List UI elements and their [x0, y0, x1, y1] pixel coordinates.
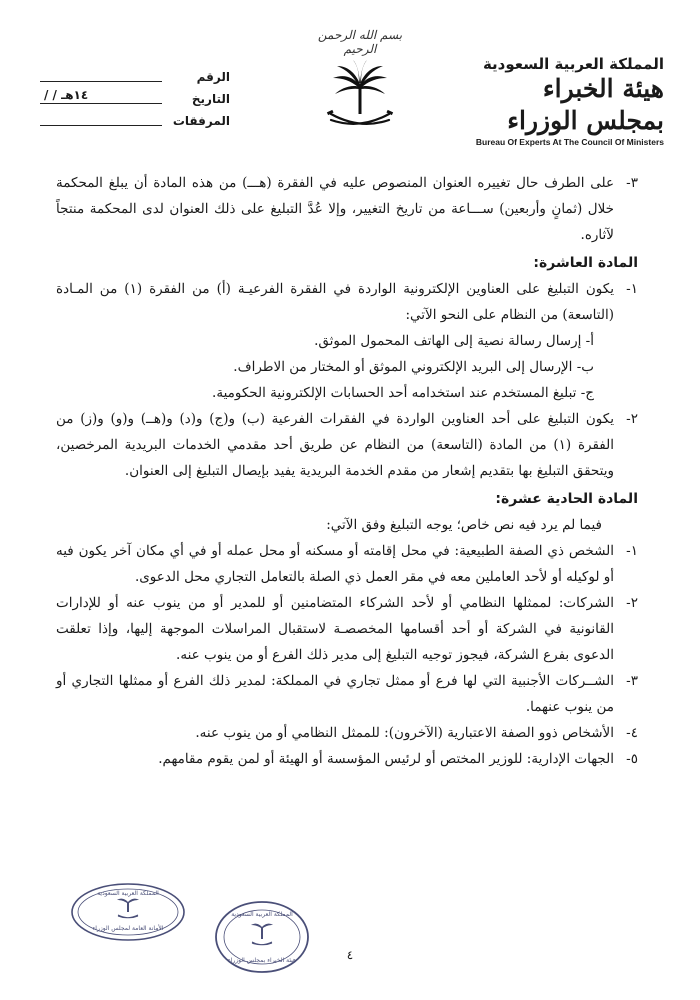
- stamp-center-bottom-text: هيئة الخبراء بمجلس الوزراء: [227, 957, 297, 964]
- page-number: ٤: [346, 948, 354, 962]
- ref-line: [40, 67, 162, 82]
- article-10-item-1: [56, 276, 638, 328]
- basmala: بسم الله الرحمن الرحيم: [317, 28, 403, 56]
- item-number: ٢-: [626, 595, 638, 611]
- article-11-item-4: [56, 720, 638, 746]
- item-text: الأشخاص ذوو الصفة الاعتبارية (الآخرون): للممثل النظامي أو من ينوب عنه.: [195, 725, 614, 741]
- attachments-line: [40, 111, 162, 126]
- article-11-item-1: [56, 538, 638, 590]
- item-text: الشخص ذي الصفة الطبيعية: في محل إقامته أو مسكنه أو محل عمله أو في أي مكان آخر يكون فيه أو لوكيله أو لأحد العاملين معه في مقر العمل ذي الصلة بالتعامل التجاري محل الدعوى.: [56, 543, 614, 585]
- attachments-label: المرفقات: [172, 114, 230, 128]
- date-value: / / ١٤هـ: [44, 88, 89, 102]
- reference-block: [40, 62, 230, 128]
- item-text: الشركات: لممثلها النظامي أو لأحد الشركاء المتضامنين أو للمدير أو من ينوب عنه أو للإدارات القانونية في الشركة أو أحد أقسامها المخصصـة لاستقبال المراسلات الموجهة إليها، وإذا تعلقت الدعوى بفرع الشركة، فيجوز توجيه التبليغ إلى مدير ذلك الفرع أو من ينوب عنه.: [56, 595, 614, 663]
- stamp-left-top-text: المملكة العربية السعودية: [97, 890, 159, 897]
- item-number: ٣-: [626, 673, 638, 689]
- header-emblem-block: [300, 28, 420, 142]
- item-text: يكون التبليغ على أحد العناوين الواردة في الفقرات الفرعية (ب) و(ج) و(د) و(هــ) و(و) و(ز) من الفقرة (١) من المادة (التاسعة) من النظام عن طريق أحد مقدمي الخدمات البريدية المرخصين، ويتحقق التبليغ بها بتقديم إشعار من مقدم الخدمة البريدية يفيد بإيصال التبليغ إلى العنوان.: [56, 411, 614, 479]
- stamp-center-top-text: المملكة العربية السعودية: [231, 911, 293, 918]
- item-text: الشــركات الأجنبية التي لها فرع أو ممثل تجاري في المملكة: لمدير ذلك الفرع أو ممثلها التجاري أو من ينوب عنهما.: [56, 673, 614, 715]
- item-number: ٢-: [626, 411, 638, 427]
- bureau-logo-block: [459, 55, 664, 147]
- article-10-heading: المادة العاشرة:: [533, 255, 638, 271]
- attachments-row: [40, 106, 230, 128]
- article-11-item-3: [56, 668, 638, 720]
- bureau-stamp: [212, 898, 312, 980]
- article-11-item-5: [56, 746, 638, 772]
- article-10-sub-a: أ- إرسال رسالة نصية إلى الهاتف المحمول الموثق.: [314, 333, 594, 349]
- bureau-name-arabic: هيئة الخبراء بمجلس الوزراء: [507, 74, 664, 135]
- article-11-intro: فيما لم يرد فيه نص خاص؛ يوجه التبليغ وفق الآتي:: [326, 517, 602, 533]
- palm-swords-emblem-icon: [300, 58, 420, 142]
- article-11-heading: المادة الحادية عشرة:: [495, 491, 638, 507]
- item-number: ٤-: [626, 725, 638, 741]
- date-label: التاريخ: [191, 92, 230, 106]
- ref-label: الرقم: [196, 70, 230, 84]
- date-row: [40, 84, 230, 106]
- item-text: الجهات الإدارية: للوزير المختص أو لرئيس المؤسسة أو الهيئة أو لمن يقوم مقامهم.: [158, 751, 614, 767]
- article-10-sub-b: ب- الإرسال إلى البريد الإلكتروني الموثق أو المختار من الاطراف.: [233, 359, 594, 375]
- item-text: على الطرف حال تغييره العنوان المنصوص عليه في الفقرة (هـــ) من هذه المادة أن يبلغ المحكمة خلال (ثمانٍ وأربعين) ســـاعة من تاريخ التغيير، وإلا عُدَّ التبليغ على ذلك العنوان لدى المحكمة منتجاً لآثاره.: [56, 175, 614, 243]
- article-10-item-2: [56, 406, 638, 484]
- date-line: [40, 89, 162, 104]
- item-number: ١-: [626, 281, 638, 297]
- ref-row: [40, 62, 230, 84]
- article-11-item-2: [56, 590, 638, 668]
- kingdom-name: المملكة العربية السعودية: [482, 55, 664, 73]
- item-number: ٣-: [626, 175, 638, 191]
- item-number: ٥-: [626, 751, 638, 767]
- stamp-left-bottom-text: الأمانة العامة لمجلس الوزراء: [92, 925, 164, 932]
- item-number: ١-: [626, 543, 638, 559]
- secretariat-stamp: [68, 880, 188, 948]
- bureau-name-english: Bureau Of Experts At The Council Of Ministers: [475, 137, 664, 147]
- article-9-item-3: [56, 170, 638, 248]
- document-body: [56, 170, 638, 772]
- item-text: يكون التبليغ على العناوين الإلكترونية الواردة في الفقرة الفرعيـة (أ) من الفقرة (١) من المـادة (التاسعة) من النظام على النحو الآتي:: [56, 281, 614, 323]
- article-10-sub-c: ج- تبليغ المستخدم عند استخدامه أحد الحسابات الإلكترونية الحكومية.: [212, 385, 594, 401]
